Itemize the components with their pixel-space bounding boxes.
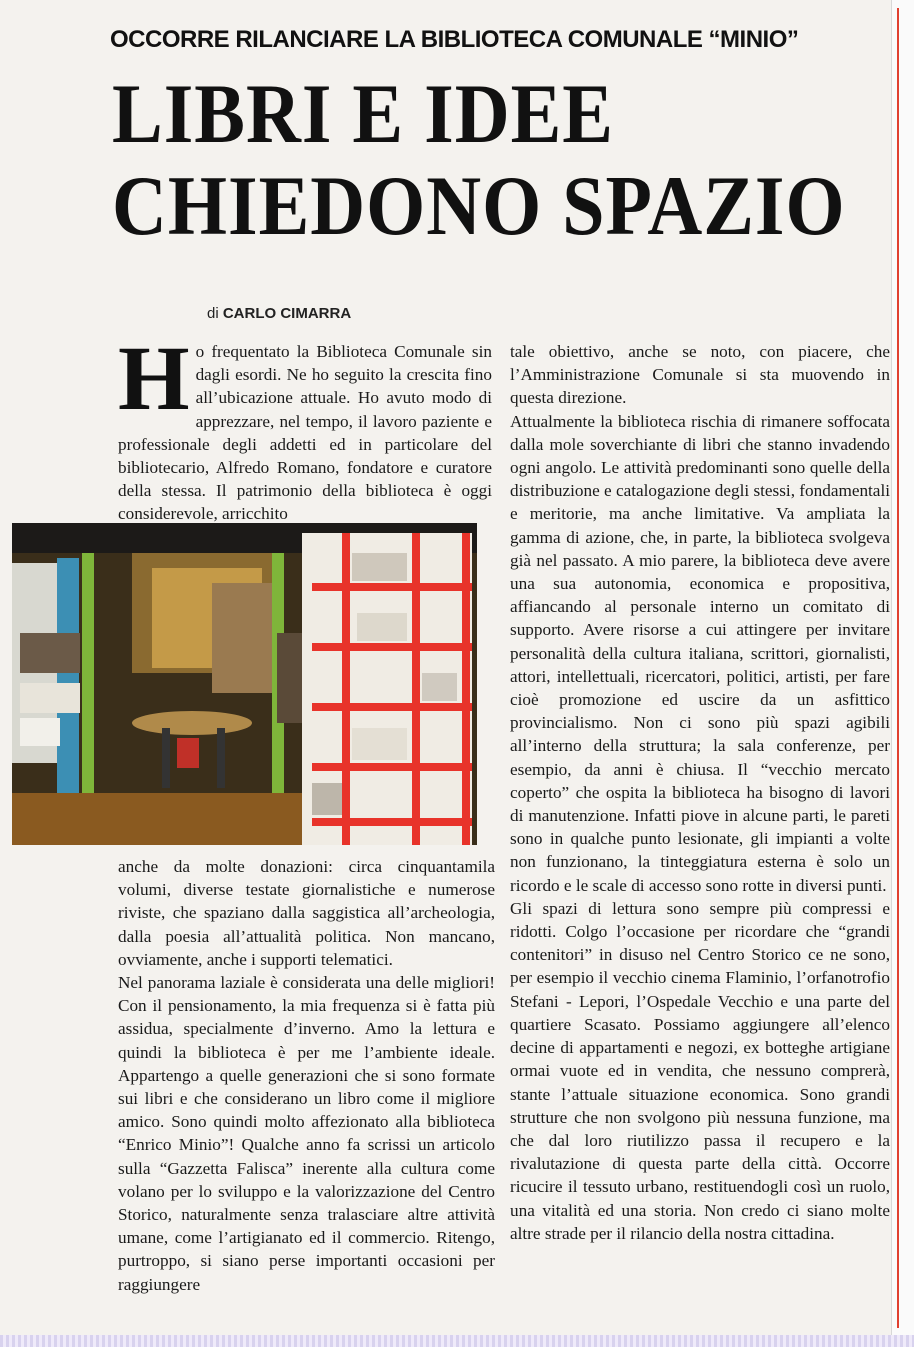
- article-column-right: [510, 340, 890, 1245]
- red-margin-line: [897, 8, 899, 1328]
- article-paragraph: anche da molte donazioni: circa cinquantamila volumi, diverse testate giornalistiche e numerose riviste, che spaziano dalla saggistica all’archeologia, dalla poesia all’attualità politica. Non mancano, ovviamente, anche i supporti telematici.: [118, 857, 495, 969]
- library-interior-photo: [12, 523, 477, 845]
- article-column-left-top: [118, 327, 492, 526]
- library-photo-illustration: [12, 523, 477, 845]
- byline-prefix: di: [207, 305, 223, 322]
- article-paragraph: tale obiettivo, anche se noto, con piacere, che l’Amministrazione Comunale si sta muovendo in questa direzione.: [510, 342, 890, 408]
- article-paragraph: Nel panorama laziale è considerata una delle migliori! Con il pensionamento, la mia frequenza si è fatta più assidua, specialmente d’inverno. Amo la lettura e quindi la biblioteca è per me l’ambiente ideale. Appartengo a quelle generazioni che si sono formate sui libri e che considerano un libro come il migliore amico. Sono quindi molto affezionato alla biblioteca “Enrico Minio”! Qualche anno fa scrissi un articolo sulla “Gazzetta Falisca” inerente alla cultura come volano per lo sviluppo e la valorizzazione del Centro Storico, naturalmente senza tralasciare altre attività umane, come l’artigianato ed il commercio. Ritengo, purtroppo, si siano perse importanti occasioni per raggiungere: [118, 973, 495, 1294]
- article-text: o frequentato la Biblioteca Comunale sin dagli esordi. Ne ho seguito la crescita fino all’ubicazione attuale. Ho avuto modo di apprezzare, nel tempo, il lavoro paziente e professionale degli addetti ed in particolare del bibliotecario, Alfredo Romano, fondatore e curatore della stessa. Il patrimonio della biblioteca è oggi considerevole, arricchito: [118, 342, 492, 524]
- page-edge-strip: [891, 0, 914, 1335]
- headline: [112, 68, 872, 252]
- scan-bottom-edge: [0, 1335, 914, 1347]
- kicker: OCCORRE RILANCIARE LA BIBLIOTECA COMUNALE “MINIO”: [110, 26, 799, 53]
- article-paragraph: Gli spazi di lettura sono sempre più compressi e ridotti. Colgo l’occasione per ricordare che “grandi contenitori” in disuso nel Centro Storico ce ne sono, per esempio il vecchio cinema Flaminio, l’orfanotrofio Stefani - Lepori, l’Ospedale Vecchio e una parte del quartiere Scasato. Possiamo aggiungere all’elenco decine di appartamenti e negozi, ex botteghe artigiane ormai vuote ed in vendita, che nessuno comprerà, stante l’attuale situazione economica. Sono grandi strutture che non svolgono più nessuna funzione, ma che dal loro riutilizzo passa il recupero e la rivalutazione di questa parte della città. Occorre ricucire il tessuto urbano, restituendogli così un ruolo, una vitalità ed una storia. Non credo ci siano molte altre strade per il rilancio della nostra cittadina.: [510, 898, 890, 1243]
- article-column-left-bottom: [118, 855, 495, 1296]
- article-paragraph: Attualmente la biblioteca rischia di rimanere soffocata dalla mole soverchiante di libri che stanno invadendo ogni angolo. Le attività predominanti sono quelle della distribuzione e catalogazione degli stessi, fondamentali e meritorie, ma anche limitative. Va ampliata la gamma di azione, che, in parte, la biblioteca svolgeva già nel passato. A mio parere, la biblioteca deve avere una sua autonomia, economica e propositiva, affiancando al personale interno un comitato di supporto. Avere risorse a cui attingere per invitare personalità della cultura italiana, scrittori, giornalisti, attori, intellettuali, ricercatori, politici, artisti, per fare cioè promozione ed uscire da un asfittico provincialismo. Non ci sono più spazi agibili all’interno della struttura; la sala conferenze, per esempio, da anni è chiusa. Il “vecchio mercato coperto” che ospita la biblioteca ha bisogno di lavori di manutenzione. Infatti piove in alcune parti, le pareti sono in qualche punto lesionate, gli impianti a volte non funzionano, la tinteggiatura esterna è solo un ricordo e le scale di accesso sono rotte in diversi punti.: [510, 411, 890, 895]
- article-paragraph: [118, 327, 492, 526]
- drop-cap: H: [118, 327, 190, 429]
- byline-author: CARLO CIMARRA: [222, 305, 352, 322]
- headline-line-2: CHIEDONO SPAZIO: [112, 158, 846, 253]
- byline: [207, 305, 351, 322]
- headline-line-1: LIBRI E IDEE: [112, 66, 614, 161]
